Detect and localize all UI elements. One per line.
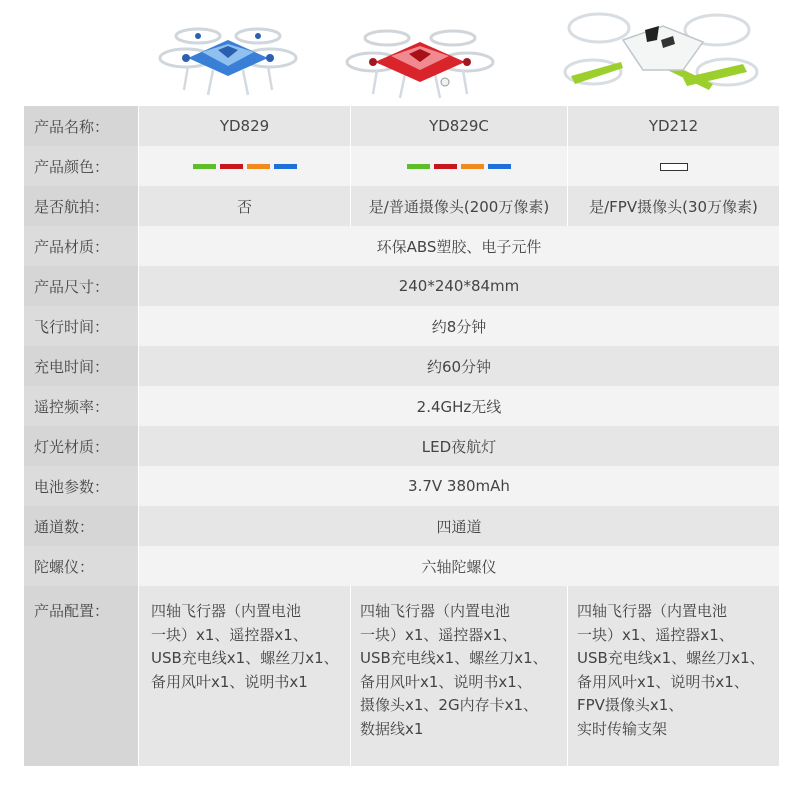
config-line: 备用风叶x1、说明书x1、 bbox=[360, 672, 532, 691]
config-line: 一块）x1、遥控器x1、 bbox=[360, 625, 517, 644]
product-name-3: YD212 bbox=[568, 106, 780, 146]
config-line: FPV摄像头x1、 bbox=[577, 696, 684, 714]
color-swatch bbox=[274, 164, 297, 169]
config-line: 备用风叶x1、说明书x1、 bbox=[577, 672, 749, 691]
color-swatch bbox=[407, 164, 430, 169]
aerial-value-2: 是/普通摄像头(200万像素) bbox=[351, 186, 568, 226]
color-label: 产品颜色： bbox=[24, 146, 139, 186]
size-value: 240*240*84mm bbox=[139, 266, 780, 306]
red-quadcopter-image bbox=[345, 0, 495, 100]
size-label: 产品尺寸： bbox=[24, 266, 139, 306]
config-line: USB充电线x1、螺丝刀x1、 bbox=[151, 649, 339, 667]
row-name bbox=[24, 106, 779, 146]
green-white-quadcopter-image bbox=[563, 0, 763, 106]
material-label: 产品材质： bbox=[24, 226, 139, 266]
product-name-2: YD829C bbox=[351, 106, 568, 146]
config-line: 四轴飞行器（内置电池 bbox=[151, 602, 302, 620]
color-swatch bbox=[434, 164, 457, 169]
config-line: 一块）x1、遥控器x1、 bbox=[151, 625, 308, 644]
row-light bbox=[24, 426, 779, 466]
product-name-1: YD829 bbox=[139, 106, 351, 146]
battery-value: 3.7V 380mAh bbox=[139, 466, 780, 506]
color-swatch bbox=[461, 164, 484, 169]
config-line: 一块）x1、遥控器x1、 bbox=[577, 625, 734, 644]
config-line: 备用风叶x1、说明书x1 bbox=[151, 672, 308, 691]
config-value-2 bbox=[351, 586, 568, 766]
config-line: 摄像头x1、2G内存卡x1、 bbox=[360, 696, 539, 714]
config-line: 四轴飞行器（内置电池 bbox=[577, 602, 728, 620]
color-swatch bbox=[488, 164, 511, 169]
flight-value: 约8分钟 bbox=[139, 306, 780, 346]
channel-value: 四通道 bbox=[139, 506, 780, 546]
config-label: 产品配置： bbox=[24, 586, 139, 766]
freq-value: 2.4GHz无线 bbox=[139, 386, 780, 426]
channel-label: 通道数： bbox=[24, 506, 139, 546]
config-line: USB充电线x1、螺丝刀x1、 bbox=[577, 649, 765, 667]
row-size bbox=[24, 266, 779, 306]
row-color bbox=[24, 146, 779, 186]
gyro-value: 六轴陀螺仪 bbox=[139, 546, 780, 586]
light-label: 灯光材质： bbox=[24, 426, 139, 466]
row-battery bbox=[24, 466, 779, 506]
config-line: 数据线x1 bbox=[360, 719, 424, 738]
config-value-3 bbox=[568, 586, 780, 766]
charge-label: 充电时间： bbox=[24, 346, 139, 386]
config-line: 实时传输支架 bbox=[577, 719, 668, 738]
material-value: 环保ABS塑胶、电子元件 bbox=[139, 226, 780, 266]
charge-value: 约60分钟 bbox=[139, 346, 780, 386]
row-flight-time bbox=[24, 306, 779, 346]
row-gyro bbox=[24, 546, 779, 586]
aerial-value-3: 是/FPV摄像头(30万像素) bbox=[568, 186, 780, 226]
config-value-1 bbox=[139, 586, 351, 766]
blue-quadcopter-image bbox=[158, 0, 298, 100]
name-label: 产品名称： bbox=[24, 106, 139, 146]
config-line: USB充电线x1、螺丝刀x1、 bbox=[360, 649, 548, 667]
aerial-label: 是否航拍： bbox=[24, 186, 139, 226]
color-swatch bbox=[193, 164, 216, 169]
color-swatches-2 bbox=[351, 146, 568, 186]
white-color-swatch bbox=[660, 163, 688, 171]
light-value: LED夜航灯 bbox=[139, 426, 780, 466]
row-aerial bbox=[24, 186, 779, 226]
row-frequency bbox=[24, 386, 779, 426]
aerial-value-1: 否 bbox=[139, 186, 351, 226]
row-config bbox=[24, 586, 779, 766]
battery-label: 电池参数： bbox=[24, 466, 139, 506]
flight-label: 飞行时间： bbox=[24, 306, 139, 346]
color-swatches-1 bbox=[139, 146, 351, 186]
color-swatch bbox=[247, 164, 270, 169]
row-channels bbox=[24, 506, 779, 546]
freq-label: 遥控频率： bbox=[24, 386, 139, 426]
gyro-label: 陀螺仪： bbox=[24, 546, 139, 586]
color-swatch bbox=[220, 164, 243, 169]
product-images bbox=[0, 0, 790, 106]
row-material bbox=[24, 226, 779, 266]
color-swatches-3 bbox=[568, 146, 780, 186]
spec-table bbox=[24, 106, 779, 766]
row-charge-time bbox=[24, 346, 779, 386]
config-line: 四轴飞行器（内置电池 bbox=[360, 602, 511, 620]
